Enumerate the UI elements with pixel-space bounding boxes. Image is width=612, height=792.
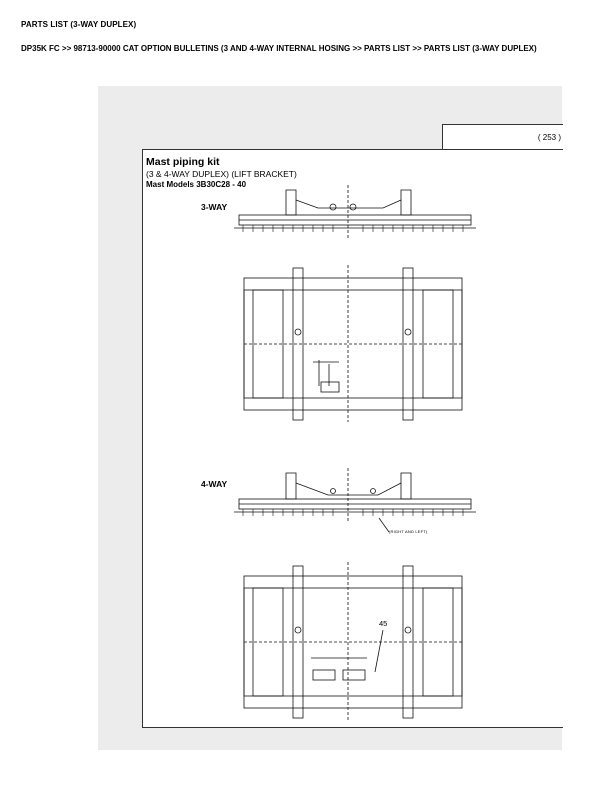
kit-title: Mast piping kit (146, 156, 220, 168)
page-number-box (442, 124, 563, 150)
drawing-4way-plan (244, 562, 462, 720)
breadcrumb[interactable]: DP35K FC >> 98713-90000 CAT OPTION BULLETINS (3 AND 4-WAY INTERNAL HOSING >> PARTS LIST >> PARTS LIST (3-WAY DUPLEX) (21, 44, 537, 53)
drawing-frame (142, 149, 563, 728)
technical-drawing (143, 150, 563, 727)
kit-subtitle: (3 & 4-WAY DUPLEX) (LIFT BRACKET) (146, 169, 297, 179)
label-4-way: 4-WAY (201, 479, 228, 489)
drawing-3way-plan (244, 265, 462, 422)
page-number: ( 253 ) (537, 133, 561, 142)
note-right-and-left: (RIGHT AND LEFT) (389, 529, 428, 534)
page-title: PARTS LIST (3-WAY DUPLEX) (21, 20, 137, 29)
document-sheet (98, 86, 562, 750)
kit-models: Mast Models 3B30C28 - 40 (146, 180, 247, 189)
drawing-3way-elevation (234, 185, 476, 238)
label-3-way: 3-WAY (201, 202, 228, 212)
callout-45: 45 (379, 619, 388, 628)
drawing-4way-elevation (234, 468, 476, 532)
